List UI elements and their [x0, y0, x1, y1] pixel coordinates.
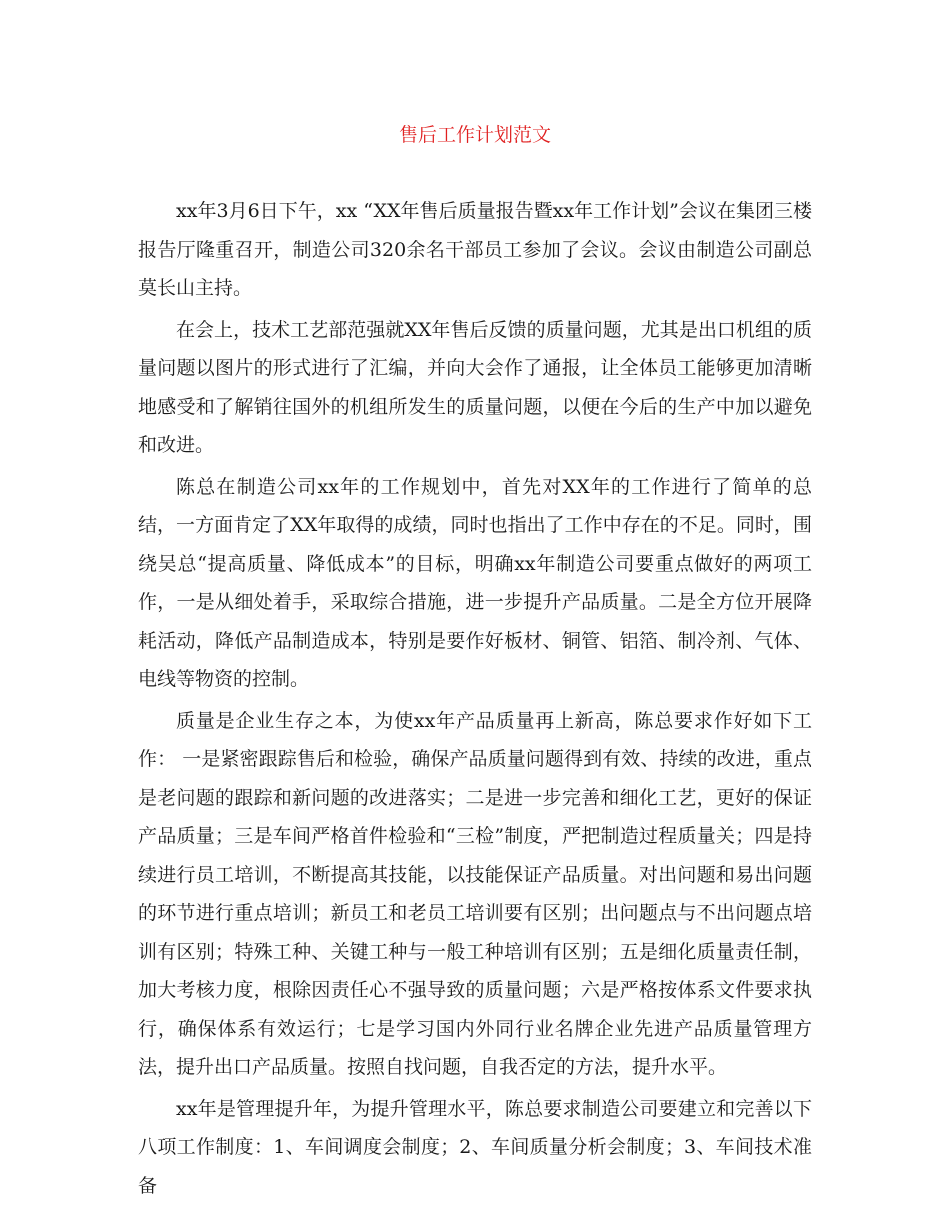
document-title: 售后工作计划范文 [398, 124, 551, 146]
document-page [138, 118, 812, 1208]
paragraph-quality-report: 在会上，技术工艺部范强就XX年售后反馈的质量问题，尤其是出口机组的质量问题以图片的形式进行了汇编，并向大会作了通报，让全体员工能够更加清晰地感受和了解销往国外的机组所发生的质量问题，以便在今后的生产中加以避免和改进。 [138, 318, 812, 456]
paragraph-quality-requirements: 质量是企业生存之本，为使xx年产品质量再上新高，陈总要求作好如下工作： 一是紧密跟踪售后和检验，确保产品质量问题得到有效、持续的改进，重点是老问题的跟踪和新问题的改进落实；二是进一步完善和细化工艺，更好的保证产品质量；三是车间严格首件检验和“三检”制度，严把制造过程质量关；四是持续进行员工培训，不断提高其技能，以技能保证产品质量。对出问题和易出问题的环节进行重点培训；新员工和老员工培训要有区别；出问题点与不出问题点培训有区别；特殊工种、关键工种与一般工种培训有区别；五是细化质量责任制，加大考核力度，根除因责任心不强导致的质量问题；六是严格按体系文件要求执行，确保体系有效运行；七是学习国内外同行业名牌企业先进产品质量管理方法，提升出口产品质量。按照自找问题，自我否定的方法，提升水平。 [138, 709, 812, 1078]
paragraph-work-plan: 陈总在制造公司xx年的工作规划中，首先对XX年的工作进行了简单的总结，一方面肯定了XX年取得的成绩，同时也指出了工作中存在的不足。同时，围绕吴总“提高质量、降低成本”的目标，明确xx年制造公司要重点做好的两项工作，一是从细处着手，采取综合措施，进一步提升产品质量。二是全方位开展降耗活动，降低产品制造成本，特别是要作好板材、铜管、铝箔、制冷剂、气体、电线等物资的控制。 [138, 475, 812, 690]
paragraph-management-systems: xx年是管理提升年，为提升管理水平，陈总要求制造公司要建立和完善以下八项工作制度：1、车间调度会制度；2、车间质量分析会制度；3、车间技术准备 [138, 1097, 812, 1197]
paragraph-meeting-intro: xx年3月6日下午，xx “XX年售后质量报告暨xx年工作计划”会议在集团三楼报告厅隆重召开，制造公司320余名干部员工参加了会议。会议由制造公司副总莫长山主持。 [138, 200, 812, 299]
